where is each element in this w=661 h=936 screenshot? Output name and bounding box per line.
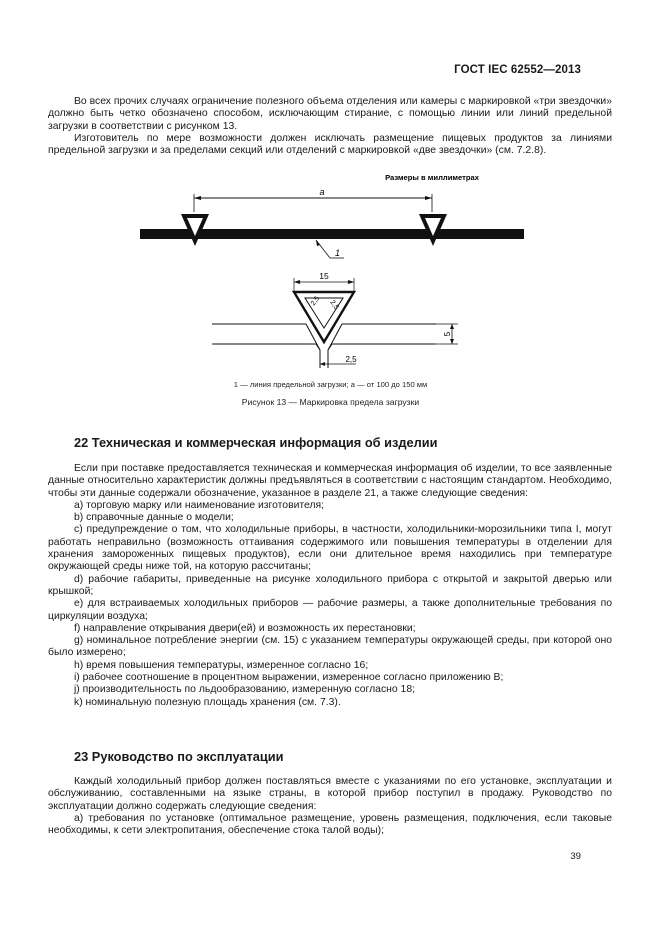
section-22-item-e: e) для встраиваемых холодильных приборов — рабочие размеры, а также дополнительные требования по циркуляции воздуха; [48,598,612,622]
dimension-height-arrow-bottom [450,339,454,344]
intro-paragraph-1: Во всех прочих случаях ограничение полезного объема отделения или камеры с маркировкой «три звездочки» должно быть четко обозначено способом, исключающим стирание, с помощью линии или линий предельной загрузки в соответствии с рисунком 13. [48,96,612,132]
intro-text [48,96,612,157]
detail-notch-right-inner [328,344,332,350]
section-22-item-g: g) номинальное потребление энергии (см. 15) с указанием температуры окружающей среды, при которой оно было измерено; [48,635,612,659]
intro-paragraph-2: Изготовитель по мере возможности должен исключать размещение пищевых продуктов за линиями предельной загрузки и за пределами секций или отделений с маркировкой «две звездочки» (см. 7.2.8). [48,132,612,157]
section-22-intro: Если при поставке предоставляется техническая и коммерческая информация об изделии, то все заявленные данные относительно характеристик должны предъявляться в соответствии с настоящим стандартом. Необходимо, чтобы эти данные содержали обозначение, указанное в разделе 21, а также следующие сведения: [48,463,612,499]
dimension-a-label: a [319,187,325,197]
dimension-height-label: 5 [443,331,452,337]
page-number: 39 [570,851,581,862]
section-22-item-j: j) производительность по льдообразованию, измеренную согласно 18; [74,684,415,696]
dimension-side-left-label: 2,5 [309,295,322,308]
section-23-intro: Каждый холодильный прибор должен поставляться вместе с указаниями по его установке, эксплуатации и обслуживанию, составленными на языке страны, в которой прибор поступил в продажу. Руководство по эксплуатации должно содержать следующие сведения: [48,776,612,812]
section-22-item-k: k) номинальную полезную площадь хранения (см. 7.3). [74,696,341,708]
detail-notch-left-inner [316,344,320,350]
section-22-item-a: a) торговую марку или наименование изготовителя; [74,499,325,511]
callout-arrow [316,240,320,246]
figure-caption: Рисунок 13 — Маркировка предела загрузки [241,397,420,407]
figure-legend: 1 — линия предельной загрузки; a — от 100 до 150 мм [233,380,428,389]
detail-triangle [294,292,354,342]
section-23-item-a: a) требования по установке (оптимальное размещение, уровень размещения, подключения, если таковые необходимы, к сети электропитания, обеспечение стока талой воды); [48,812,612,837]
figure-units-note: Размеры в миллиметрах [385,173,479,182]
section-22-body [48,463,612,709]
section-22-item-f: f) направление открывания двери(ей) и возможность их перестановки; [74,622,416,634]
dimension-width-label: 15 [319,271,329,281]
section-22-title: 22 Техническая и коммерческая информация об изделии [74,435,438,450]
dimension-side-right-label: 2,5 [328,299,340,312]
section-23-body [48,776,612,837]
section-22-item-d: d) рабочие габариты, приведенные на рисунке холодильного прибора с открытой и закрытой дверью или крышкой; [48,573,612,597]
dimension-width-arrow-right [348,280,354,284]
dimension-height-arrow-top [450,324,454,329]
section-23-title: 23 Руководство по эксплуатации [74,749,284,764]
dimension-width-arrow-left [294,280,300,284]
section-22-item-c: c) предупреждение о том, что холодильные приборы, в частности, холодильники-морозильники типа I, могут работать неправильно (возможность оттаивания содержимого или повышения температуры в отделении для хранения замороженных пищевых продуктов), если они длительное время находились при температуре окружающей среды ниже той, на которую рассчитаны; [48,524,612,573]
dimension-a-arrow-right [425,196,432,200]
dimension-gap-arrow [320,362,325,366]
section-22-item-i: i) рабочее соотношение в процентном выражении, измеренное согласно приложению B; [74,672,504,684]
section-22-item-b: b) справочные данные о модели; [74,512,234,524]
section-22-item-h: h) время повышения температуры, измеренное согласно 16; [74,659,369,671]
dimension-a-arrow-left [194,196,201,200]
standard-header: ГОСТ IEC 62552—2013 [454,64,581,76]
dimension-gap-label: 2,5 [345,355,357,364]
callout-label: 1 [335,248,341,258]
